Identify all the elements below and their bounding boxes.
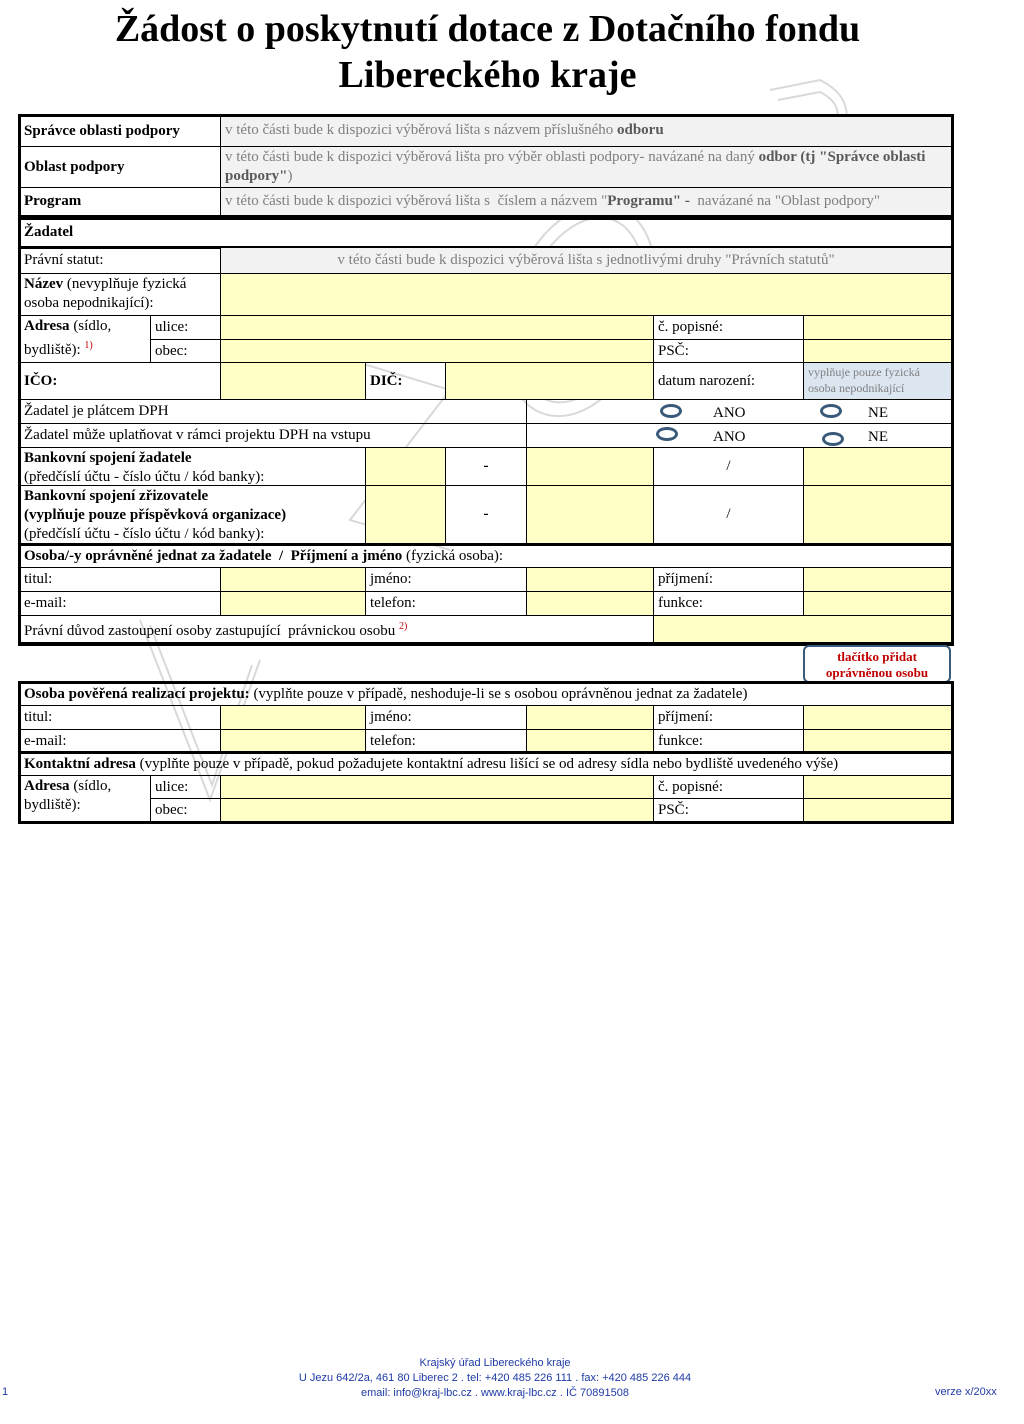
psc-input[interactable] xyxy=(804,340,952,363)
bank-zrizovatel-slash: / xyxy=(654,486,804,544)
label-psc: PSČ: xyxy=(654,799,804,822)
bank-zrizovatel-dash: - xyxy=(446,486,527,544)
label-ulice: ulice: xyxy=(151,316,221,340)
add-authorized-person-button[interactable]: tlačítko přidat oprávněnou osobu xyxy=(803,645,951,683)
label-prijmeni: příjmení: xyxy=(654,568,804,592)
datum-narozeni-input[interactable]: vyplňuje pouze fyzická osoba nepodnikající xyxy=(804,363,952,400)
label-prijmeni: příjmení: xyxy=(654,706,804,730)
section-zadatel: Žadatel xyxy=(20,219,952,247)
funkce-input[interactable] xyxy=(804,592,952,616)
bank-zadatel-kod-input[interactable] xyxy=(804,448,952,486)
label-pravni-statut: Právní statut: xyxy=(20,248,221,274)
label-nazev: Název (nevyplňuje fyzická osoba nepodnikající): xyxy=(20,274,221,316)
footer-line1: Krajský úřad Libereckého kraje xyxy=(419,1357,571,1369)
label-funkce: funkce: xyxy=(654,730,804,753)
page-title-line2: Libereckého kraje xyxy=(338,54,637,96)
poverena-email-input[interactable] xyxy=(221,730,366,753)
footer-line2: U Jezu 642/2a, 461 80 Liberec 2 . tel: +420 485 226 111 . fax: +420 485 226 444 xyxy=(298,1372,692,1384)
kontakt-psc-input[interactable] xyxy=(804,799,952,822)
page-number: 1 xyxy=(2,1386,9,1398)
poverena-funkce-input[interactable] xyxy=(804,730,952,753)
label-dph-uplatnovat: Žadatel může uplatňovat v rámci projektu DPH na vstupu xyxy=(20,424,527,448)
label-pravni-duvod: Právní důvod zastoupení osoby zastupující právnickou osobu $^{2)}$ xyxy=(20,616,654,643)
label-email: e-mail: xyxy=(20,592,221,616)
dph-uplatnovat-ne-label: NE xyxy=(868,429,888,445)
label-cislo-popisne: č. popisné: xyxy=(654,776,804,799)
label-titul: titul: xyxy=(20,568,221,592)
telefon-input[interactable] xyxy=(527,592,654,616)
bank-zrizovatel-predcisli-input[interactable] xyxy=(366,486,446,544)
label-adresa: Adresa (sídlo, bydliště): $^{1)}$ xyxy=(20,316,151,363)
dph-uplatnovat-ano-radio[interactable] xyxy=(656,427,678,441)
label-cislo-popisne: č. popisné: xyxy=(654,316,804,340)
cislo-popisne-input[interactable] xyxy=(804,316,952,340)
bank-zrizovatel-cislo-input[interactable] xyxy=(527,486,654,544)
spravce-select[interactable]: v této části bude k dispozici výběrová lišta s názvem příslušného odboru xyxy=(221,117,952,147)
nazev-input[interactable] xyxy=(221,274,952,316)
label-obec: obec: xyxy=(151,340,221,363)
bank-zadatel-slash: / xyxy=(654,448,804,486)
bank-zrizovatel-kod-input[interactable] xyxy=(804,486,952,544)
label-telefon: telefon: xyxy=(366,592,527,616)
dph-platce-ne-label: NE xyxy=(868,405,888,421)
dph-uplatnovat-ano-label: ANO xyxy=(713,429,746,445)
page-title xyxy=(0,6,975,98)
poverena-telefon-input[interactable] xyxy=(527,730,654,753)
label-ico: IČO: xyxy=(20,363,221,400)
email-input[interactable] xyxy=(221,592,366,616)
ico-input[interactable] xyxy=(221,363,366,400)
dph-platce-ano-radio[interactable] xyxy=(660,404,682,418)
pravni-statut-select[interactable]: v této části bude k dispozici výběrová lišta s jednotlivými druhy "Právních statutů" xyxy=(221,248,952,274)
label-program: Program xyxy=(20,188,221,216)
label-funkce: funkce: xyxy=(654,592,804,616)
bank-zadatel-dash: - xyxy=(446,448,527,486)
version-label: verze x/20xx xyxy=(935,1386,997,1398)
dph-uplatnovat-ne-radio[interactable] xyxy=(822,432,844,446)
label-ulice: ulice: xyxy=(151,776,221,799)
footer xyxy=(0,1356,990,1401)
poverena-jmeno-input[interactable] xyxy=(527,706,654,730)
label-spravce: Správce oblasti podpory xyxy=(20,117,221,147)
label-psc: PSČ: xyxy=(654,340,804,363)
bank-zadatel-cislo-input[interactable] xyxy=(527,448,654,486)
kontakt-cislo-popisne-input[interactable] xyxy=(804,776,952,799)
section-opravnena-osoba: Osoba/-y oprávněné jednat za žadatele / Příjmení a jméno (fyzická osoba): xyxy=(20,546,952,568)
label-jmeno: jméno: xyxy=(366,568,527,592)
prijmeni-input[interactable] xyxy=(804,568,952,592)
obec-input[interactable] xyxy=(221,340,654,363)
section-kontaktni-adresa: Kontaktní adresa (vyplňte pouze v případě, pokud požadujete kontaktní adresu lišící se od adresy sídla nebo bydliště uvedeného výše) xyxy=(20,754,952,776)
section-poverena-osoba: Osoba pověřená realizací projektu: (vyplňte pouze v případě, neshoduje-li se s osobou oprávněnou jednat za žadatele) xyxy=(20,684,952,706)
label-datum-narozeni: datum narození: xyxy=(654,363,804,400)
label-dic: DIČ: xyxy=(366,363,446,400)
label-email: e-mail: xyxy=(20,730,221,753)
dic-input[interactable] xyxy=(446,363,654,400)
label-obec: obec: xyxy=(151,799,221,822)
oblast-select[interactable]: v této části bude k dispozici výběrová lišta pro výběr oblasti podpory- navázané na daný odbor (tj "Správce oblasti podpory") xyxy=(221,147,952,188)
label-bank-zadatel: Bankovní spojení žadatele (předčíslí účtu - číslo účtu / kód banky): xyxy=(20,448,366,486)
jmeno-input[interactable] xyxy=(527,568,654,592)
label-oblast: Oblast podpory xyxy=(20,147,221,188)
program-select[interactable]: v této části bude k dispozici výběrová lišta s číslem a názvem "Programu" - navázané na "Oblast podpory" xyxy=(221,188,952,216)
bank-zadatel-predcisli-input[interactable] xyxy=(366,448,446,486)
titul-input[interactable] xyxy=(221,568,366,592)
kontakt-obec-input[interactable] xyxy=(221,799,654,822)
pravni-duvod-input[interactable] xyxy=(654,616,952,643)
label-bank-zrizovatel: Bankovní spojení zřizovatele (vyplňuje pouze příspěvková organizace) (předčíslí účtu - číslo účtu / kód banky): xyxy=(20,486,366,544)
page-title-line1: Žádost o poskytnutí dotace z Dotačního fondu xyxy=(114,8,861,50)
label-titul: titul: xyxy=(20,706,221,730)
label-telefon: telefon: xyxy=(366,730,527,753)
label-jmeno: jméno: xyxy=(366,706,527,730)
footer-line3: email: info@kraj-lbc.cz . www.kraj-lbc.cz . IČ 70891508 xyxy=(361,1387,629,1399)
poverena-titul-input[interactable] xyxy=(221,706,366,730)
dph-platce-ano-label: ANO xyxy=(713,405,746,421)
label-kontaktni-adresa: Adresa (sídlo, bydliště): xyxy=(20,776,151,822)
poverena-prijmeni-input[interactable] xyxy=(804,706,952,730)
ulice-input[interactable] xyxy=(221,316,654,340)
label-dph-platce: Žadatel je plátcem DPH xyxy=(20,400,527,424)
kontakt-ulice-input[interactable] xyxy=(221,776,654,799)
dph-platce-ne-radio[interactable] xyxy=(820,404,842,418)
